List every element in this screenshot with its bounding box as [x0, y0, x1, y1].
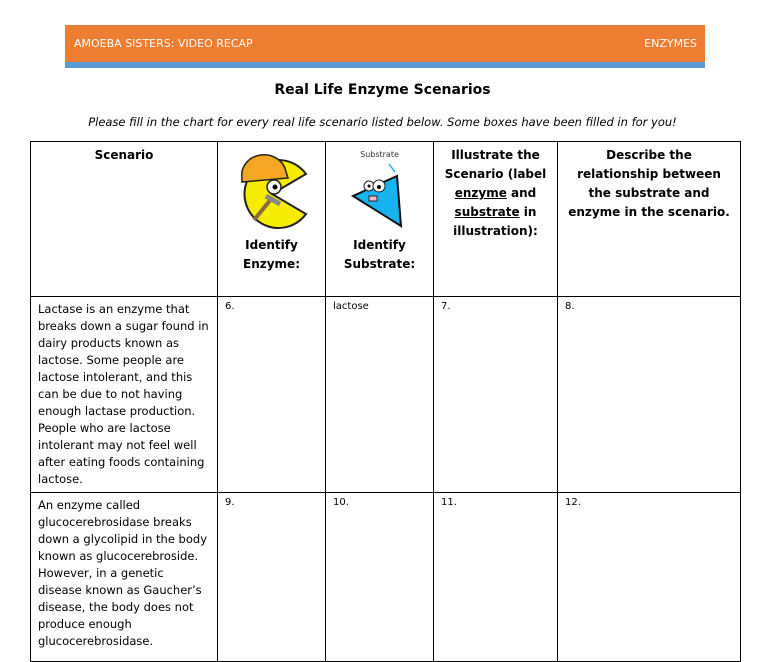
table-row — [31, 493, 741, 662]
enzyme-pacman-icon — [232, 150, 312, 230]
illustrate-cell[interactable]: 7. — [434, 297, 558, 493]
describe-cell[interactable]: 8. — [558, 297, 741, 493]
illustrate-text: in illustration): — [453, 205, 538, 238]
illustrate-text: Illustrate the Scenario (label — [444, 148, 547, 181]
substrate-cell[interactable]: 10. — [326, 493, 434, 662]
header-banner — [65, 25, 705, 62]
scenario-table — [30, 141, 741, 662]
substrate-triangle-icon — [345, 160, 415, 230]
scenario-cell: An enzyme called glucocerebrosidase breaks down a glycolipid in the body known as glucocerebroside. However, in a genetic disease known as Gaucher’s disease, the body does not produce enough glucocerebrosidase. — [31, 493, 218, 662]
substrate-image-label: Substrate — [360, 150, 399, 159]
enzyme-cell[interactable]: 9. — [218, 493, 326, 662]
header-stripe — [65, 62, 705, 68]
instructions: Please fill in the chart for every real life scenario listed below. Some boxes have been filled in for you! — [88, 115, 677, 129]
table-row — [31, 297, 741, 493]
header-substrate — [326, 142, 434, 297]
illustrate-enzyme: enzyme — [454, 186, 507, 200]
enzyme-cell[interactable]: 6. — [218, 297, 326, 493]
header-row — [31, 142, 741, 297]
header-describe: Describe the relationship between the substrate and enzyme in the scenario. — [558, 142, 741, 297]
scenario-cell: Lactase is an enzyme that breaks down a sugar found in dairy products known as lactose. Some people are lactose intolerant, and this can be due to not having enough lactase production. People who are lactose intolerant may not feel well after eating foods containing lactose. — [31, 297, 218, 493]
header-illustrate — [434, 142, 558, 297]
illustrate-text: and — [506, 186, 537, 200]
describe-cell[interactable]: 12. — [558, 493, 741, 662]
substrate-cell[interactable]: lactose — [326, 297, 434, 493]
enzyme-label: Identify Enzyme: — [243, 238, 300, 271]
page-title: Real Life Enzyme Scenarios — [274, 82, 491, 98]
illustrate-cell[interactable]: 11. — [434, 493, 558, 662]
substrate-label: Identify Substrate: — [343, 238, 416, 271]
header-scenario: Scenario — [31, 142, 218, 297]
header-enzyme — [218, 142, 326, 297]
header-right: ENZYMES — [644, 37, 697, 50]
illustrate-substrate: substrate — [454, 205, 520, 219]
header-left: AMOEBA SISTERS: VIDEO RECAP — [74, 37, 253, 50]
